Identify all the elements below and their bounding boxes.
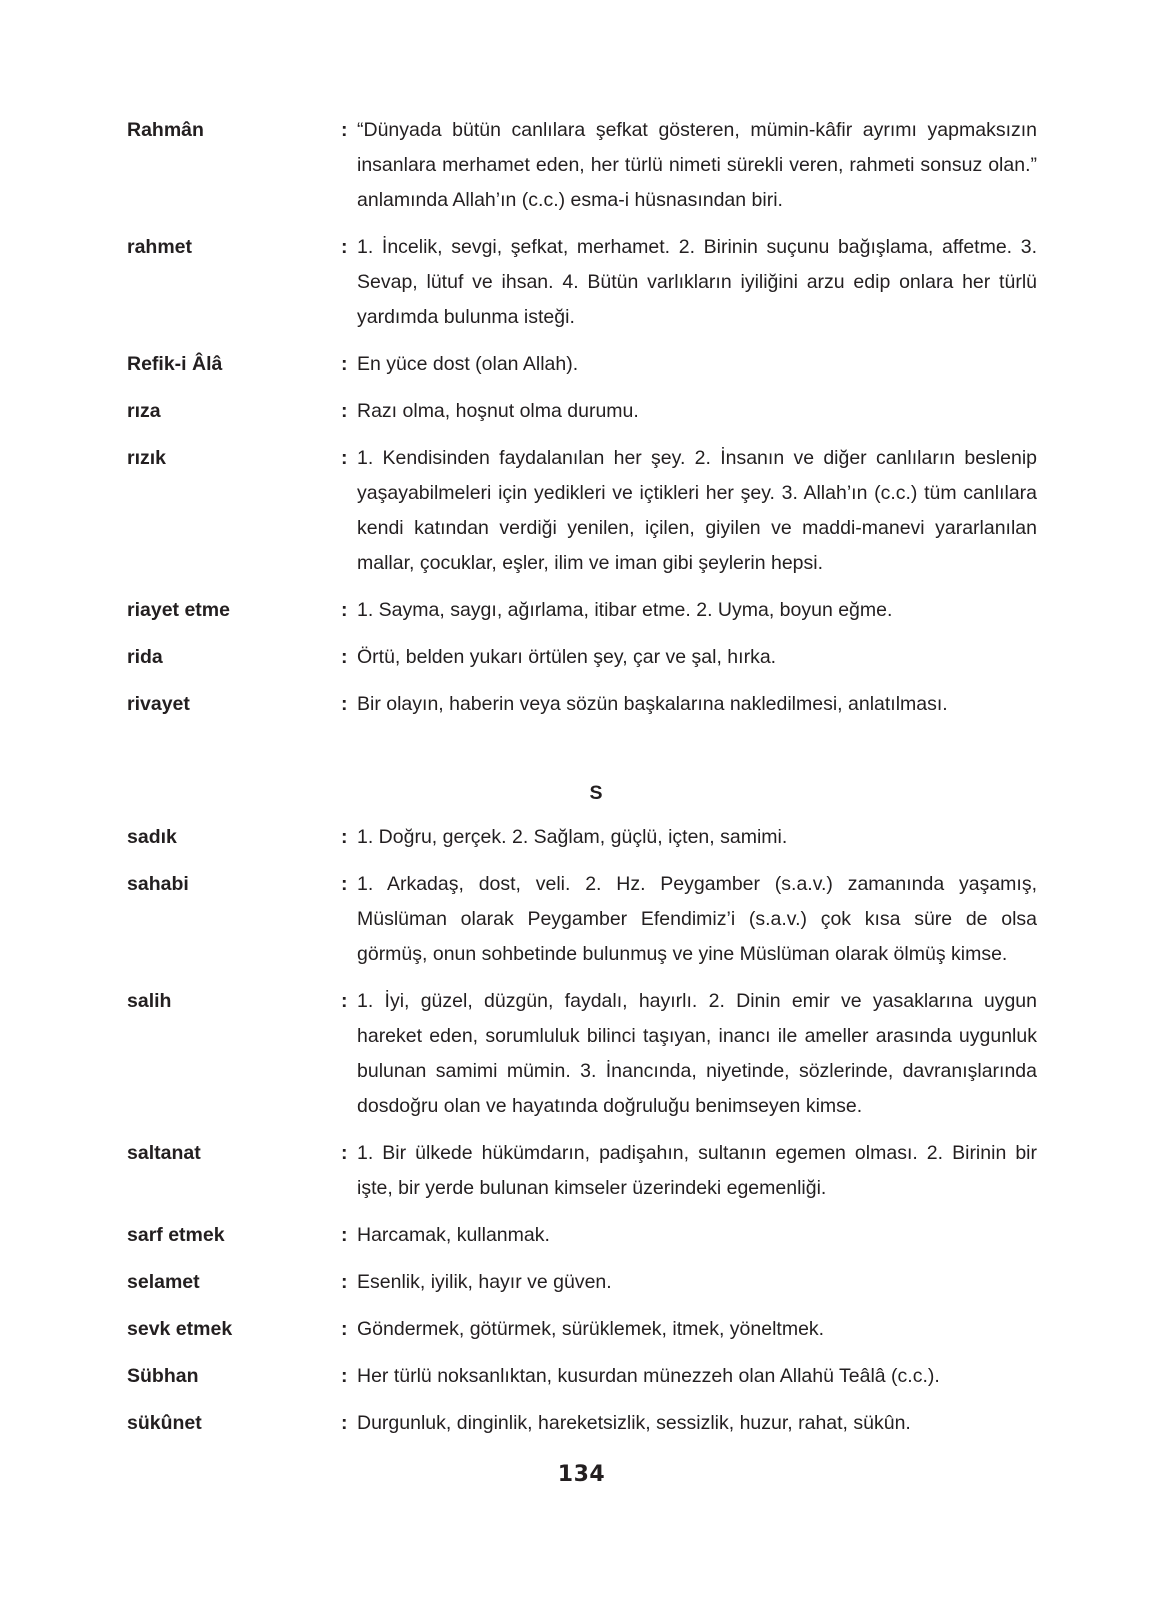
glossary-section-s xyxy=(127,820,1037,1441)
glossary-entry-refik-i-ala xyxy=(127,347,1037,382)
entry-separator: : xyxy=(341,400,348,422)
entry-term: Sübhan xyxy=(127,1365,199,1387)
entry-term: sadık xyxy=(127,826,177,848)
entry-definition: Her türlü noksanlıktan, kusurdan münezzeh olan Allahü Teâlâ (c.c.). xyxy=(357,1365,940,1387)
entry-definition: 1. Bir ülkede hükümdarın, padişahın, sultanın egemen olması. 2. Birinin bir işte, bir yerde bulunan kimseler üzerindeki egemenliği. xyxy=(357,1142,1037,1199)
entry-separator: : xyxy=(341,447,348,469)
entry-term: rivayet xyxy=(127,693,190,715)
entry-separator: : xyxy=(341,1412,348,1434)
entry-separator: : xyxy=(341,826,348,848)
entry-separator: : xyxy=(341,873,348,895)
entry-term: sevk etmek xyxy=(127,1318,233,1340)
glossary-section-r xyxy=(127,113,1037,722)
section-heading-s: S xyxy=(589,782,603,804)
entry-term: rızık xyxy=(127,447,167,469)
entry-definition: Harcamak, kullanmak. xyxy=(357,1224,550,1246)
entry-term: sarf etmek xyxy=(127,1224,225,1246)
entry-separator: : xyxy=(341,1271,348,1293)
entry-definition: Esenlik, iyilik, hayır ve güven. xyxy=(357,1271,612,1293)
entry-separator: : xyxy=(341,1318,348,1340)
glossary-entry-sahabi xyxy=(127,867,1037,972)
entry-definition: Razı olma, hoşnut olma durumu. xyxy=(357,400,639,422)
entry-separator: : xyxy=(341,990,348,1012)
page-number: 134 xyxy=(557,1462,606,1487)
entry-term: rida xyxy=(127,646,163,668)
entry-separator: : xyxy=(341,119,348,141)
glossary-entry-sukunet xyxy=(127,1406,1037,1441)
entry-term: riayet etme xyxy=(127,599,230,621)
entry-definition: 1. Kendisinden faydalanılan her şey. 2. İnsanın ve diğer canlıların beslenip yaşayabilmeleri için yedikleri ve içtikleri her şey. 3. Allah’ın (c.c.) tüm canlılara kendi katından verdiği yenilen, içilen, giyilen ve maddi-manevi yararlanılan mallar, çocuklar, eşler, ilim ve iman gibi şeylerin hepsi. xyxy=(357,447,1037,574)
entry-term: Refik-i Âlâ xyxy=(127,353,223,375)
glossary-entry-saltanat xyxy=(127,1136,1037,1206)
glossary-entry-selamet xyxy=(127,1265,1037,1300)
glossary-entry-riza xyxy=(127,394,1037,429)
glossary-entry-sarf-etmek xyxy=(127,1218,1037,1253)
entry-separator: : xyxy=(341,599,348,621)
entry-separator: : xyxy=(341,693,348,715)
entry-term: rahmet xyxy=(127,236,193,258)
entry-definition: 1. Doğru, gerçek. 2. Sağlam, güçlü, içten, samimi. xyxy=(357,826,788,848)
entry-separator: : xyxy=(341,646,348,668)
entry-definition: “Dünyada bütün canlılara şefkat gösteren, mümin-kâfir ayrımı yapmaksızın insanlara merhamet eden, her türlü nimeti sürekli veren, rahmeti sonsuz olan.” anlamında Allah’ın (c.c.) esma-i hüsnasından biri. xyxy=(357,119,1037,211)
entry-definition: 1. İyi, güzel, düzgün, faydalı, hayırlı. 2. Dinin emir ve yasaklarına uygun hareket eden, sorumluluk bilinci taşıyan, inancı ile ameller arasında uygunluk bulunan samimi mümin. 3. İnancında, niyetinde, sözlerinde, davranışlarında dosdoğru olan ve hayatında doğruluğu benimseyen kimse. xyxy=(357,990,1037,1117)
glossary-entry-subhan xyxy=(127,1359,1037,1394)
glossary-entry-salih xyxy=(127,984,1037,1124)
glossary-entry-rahman xyxy=(127,113,1037,218)
entry-separator: : xyxy=(341,1142,348,1164)
entry-term: saltanat xyxy=(127,1142,201,1164)
entry-term: sükûnet xyxy=(127,1412,202,1434)
entry-definition: Durgunluk, dinginlik, hareketsizlik, sessizlik, huzur, rahat, sükûn. xyxy=(357,1412,911,1434)
entry-term: rıza xyxy=(127,400,161,422)
entry-term: Rahmân xyxy=(127,119,204,141)
entry-separator: : xyxy=(341,1365,348,1387)
glossary xyxy=(127,113,1037,1453)
glossary-entry-rida xyxy=(127,640,1037,675)
entry-term: sahabi xyxy=(127,873,189,895)
entry-definition: En yüce dost (olan Allah). xyxy=(357,353,579,375)
entry-definition: 1. Arkadaş, dost, veli. 2. Hz. Peygamber (s.a.v.) zamanında yaşamış, Müslüman olarak Peygamber Efendimiz’i (s.a.v.) çok kısa süre de olsa görmüş, onun sohbetinde bulunmuş ve yine Müslüman olarak ölmüş kimse. xyxy=(357,873,1037,965)
glossary-entry-rivayet xyxy=(127,687,1037,722)
glossary-entry-sevk-etmek xyxy=(127,1312,1037,1347)
entry-definition: 1. Sayma, saygı, ağırlama, itibar etme. 2. Uyma, boyun eğme. xyxy=(357,599,893,621)
entry-term: salih xyxy=(127,990,172,1012)
glossary-entry-riayet-etme xyxy=(127,593,1037,628)
entry-separator: : xyxy=(341,236,348,258)
entry-definition: Bir olayın, haberin veya sözün başkalarına nakledilmesi, anlatılması. xyxy=(357,693,948,715)
glossary-entry-rizik xyxy=(127,441,1037,581)
glossary-entry-sadik xyxy=(127,820,1037,855)
entry-separator: : xyxy=(341,1224,348,1246)
entry-separator: : xyxy=(341,353,348,375)
entry-definition: Örtü, belden yukarı örtülen şey, çar ve şal, hırka. xyxy=(357,646,777,668)
glossary-entry-rahmet xyxy=(127,230,1037,335)
entry-definition: 1. İncelik, sevgi, şefkat, merhamet. 2. Birinin suçunu bağışlama, affetme. 3. Sevap, lütuf ve ihsan. 4. Bütün varlıkların iyiliğini arzu edip onlara her türlü yardımda bulunma isteği. xyxy=(357,236,1037,328)
entry-definition: Göndermek, götürmek, sürüklemek, itmek, yöneltmek. xyxy=(357,1318,825,1340)
entry-term: selamet xyxy=(127,1271,200,1293)
